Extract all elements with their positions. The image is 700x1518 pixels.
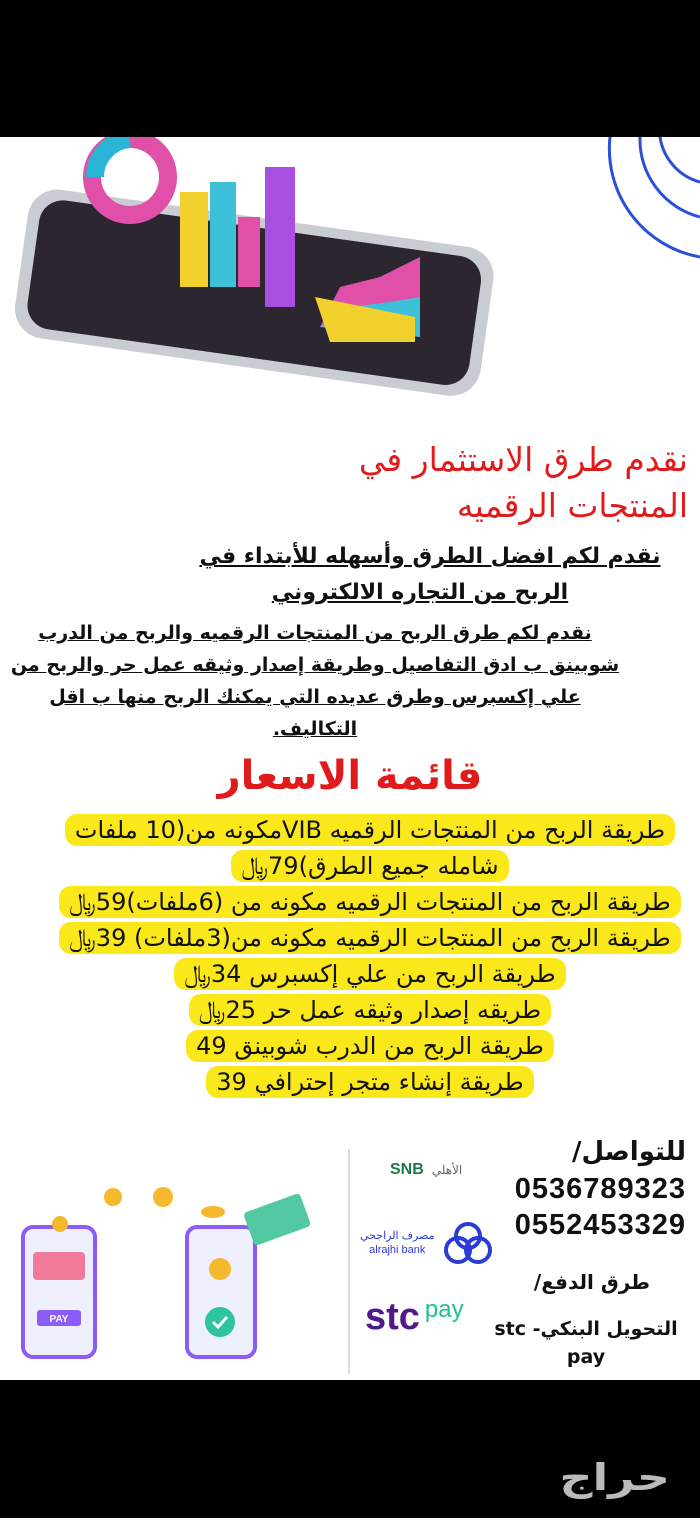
phone-number-2[interactable]: 0552453329 bbox=[514, 1209, 686, 1241]
ad-poster-image bbox=[0, 137, 700, 1380]
price-item: طريقه إصدار وثيقه عمل حر 25﷼ bbox=[189, 994, 551, 1026]
pay-button-label: PAY bbox=[49, 1314, 69, 1325]
price-item: طريقة الربح من المنتجات الرقميه VIBمكونه من(10 ملفات شامله جميع الطرق)79﷼ bbox=[65, 814, 675, 882]
intro-bold-line2: الربح من التجاره الالكتروني bbox=[271, 580, 569, 605]
price-item: طريقة الربح من علي إكسبرس 34﷼ bbox=[174, 958, 565, 990]
phone-number-1[interactable]: 0536789323 bbox=[514, 1173, 686, 1205]
snb-logo bbox=[390, 1161, 462, 1179]
contact-label: للتواصل/ bbox=[571, 1137, 686, 1167]
alrajhi-logo bbox=[360, 1220, 493, 1266]
price-list bbox=[55, 812, 685, 1100]
haraj-watermark-logo: حراج bbox=[559, 1455, 670, 1499]
alrajhi-english-text: alrajhi bank bbox=[369, 1244, 426, 1256]
price-item: طريقة الربح من المنتجات الرقميه مكونه من(3ملفات) 39﷼ bbox=[59, 922, 681, 954]
alrajhi-arabic-text: مصرف الراجحي bbox=[360, 1230, 435, 1242]
mobile-payment-illustration bbox=[15, 1177, 315, 1377]
price-item: طريقة الربح من المنتجات الرقميه مكونه من (6ملفات)59﷼ bbox=[59, 886, 681, 918]
headline-line1: نقدم طرق الاستثمار في bbox=[358, 440, 688, 479]
payment-methods: التحويل البنكي- stc pay bbox=[494, 1318, 678, 1368]
intro-bold-line1: نقدم لكم افضل الطرق وأسهله للأبتداء في bbox=[199, 544, 661, 569]
snb-text: SNB bbox=[390, 1161, 424, 1178]
payment-label: طرق الدفع/ bbox=[533, 1270, 650, 1294]
alrajhi-icon bbox=[443, 1220, 493, 1266]
divider bbox=[348, 1149, 350, 1374]
price-item: طريقة الربح من الدرب شوبينق 49 bbox=[186, 1030, 554, 1062]
price-item: طريقة إنشاء متجر إحترافي 39 bbox=[206, 1066, 533, 1098]
stc-text: stc bbox=[365, 1296, 420, 1338]
snb-arabic-text: الأهلي bbox=[431, 1163, 463, 1177]
price-list-title: قائمة الاسعار bbox=[217, 753, 483, 799]
pay-text: pay bbox=[424, 1296, 464, 1323]
stc-pay-logo bbox=[365, 1297, 464, 1337]
phone-chart-illustration bbox=[0, 137, 700, 407]
intro-paragraph: نقدم لكم طرق الربح من المنتجات الرقميه والربح من الدرب شوبينق ب ادق التفاصيل وطريقة إصدار وثيقه عمل حر والربح من علي إكسبرس وطرق عديده التي يمكنك الربح منها ب اقل التكاليف. bbox=[10, 622, 620, 740]
headline-line2: المنتجات الرقميه bbox=[456, 486, 688, 525]
